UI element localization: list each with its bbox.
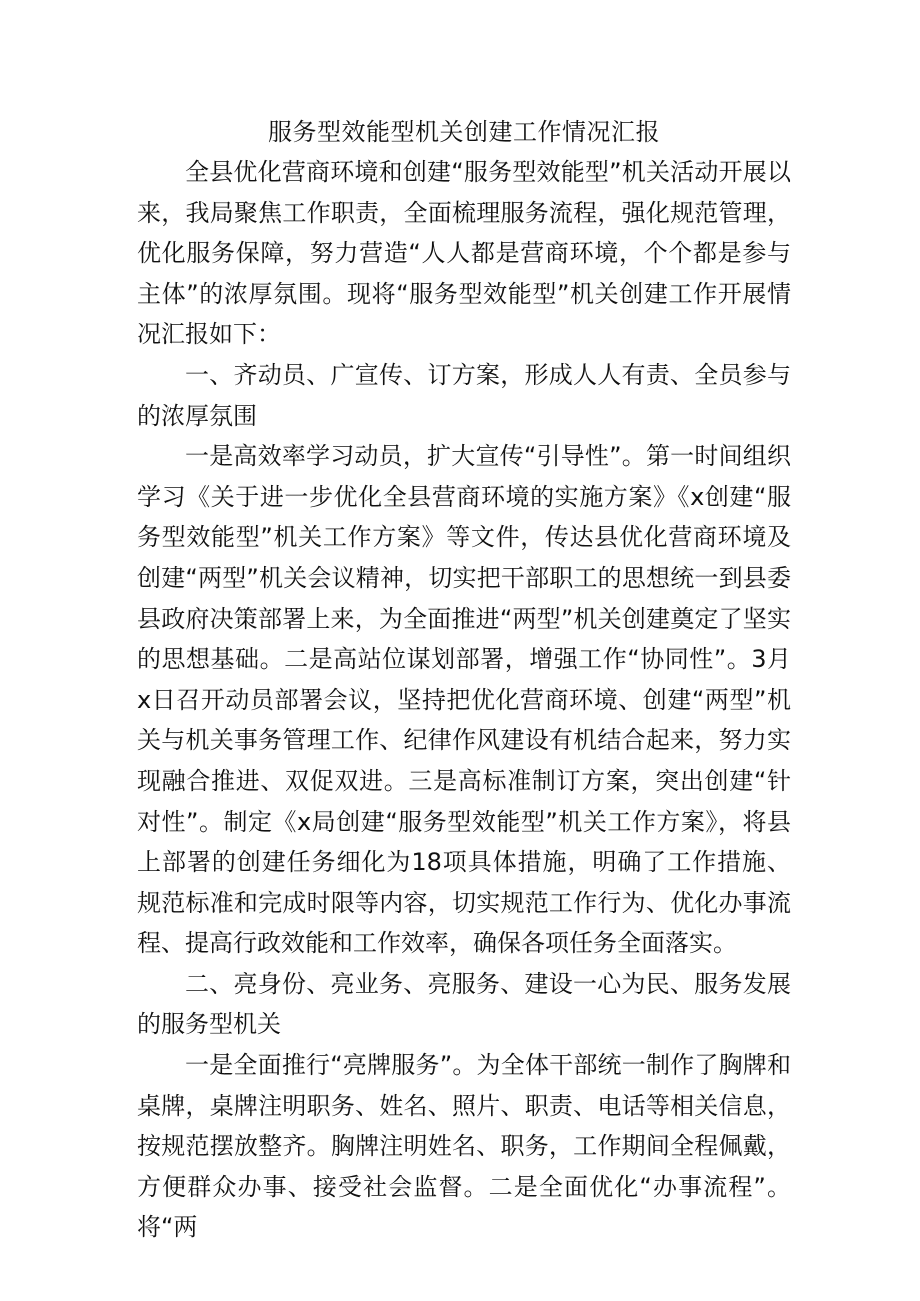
section-2-paragraph: 一是全面推行“亮牌服务”。为全体干部统一制作了胸牌和桌牌，桌牌注明职务、姓名、照片、职责、电话等相关信息，按规范摆放整齐。胸牌注明姓名、职务，工作期间全程佩戴，方便群众办事、接受社会监督。二是全面优化“办事流程”。将“两 — [137, 1051, 791, 1242]
section-heading-2: 二、亮身份、亮业务、亮服务、建设一心为民、服务发展的服务型机关 — [137, 969, 791, 1039]
intro-paragraph: 全县优化营商环境和创建“服务型效能型”机关活动开展以来，我局聚焦工作职责，全面梳理服务流程，强化规范管理，优化服务保障，努力营造“人人都是营商环境，个个都是参与主体”的浓厚氛围。现将“服务型效能型”机关创建工作开展情况汇报如下： — [137, 158, 791, 349]
section-heading-1: 一、齐动员、广宣传、订方案，形成人人有责、全员参与的浓厚氛围 — [137, 360, 791, 430]
document-body — [137, 112, 791, 1248]
section-1-paragraph: 一是高效率学习动员，扩大宣传“引导性”。第一时间组织学习《关于进一步优化全县营商环境的实施方案》《x创建“服务型效能型”机关工作方案》等文件，传达县优化营商环境及创建“两型”机关会议精神，切实把干部职工的思想统一到县委县政府决策部署上来，为全面推进“两型”机关创建奠定了坚实的思想基础。二是高站位谋划部署，增强工作“协同性”。3月x日召开动员部署会议，坚持把优化营商环境、创建“两型”机关与机关事务管理工作、纪律作风建设有机结合起来，努力实现融合推进、双促双进。三是高标准制订方案，突出创建“针对性”。制定《x局创建“服务型效能型”机关工作方案》，将县上部署的创建任务细化为18项具体措施，明确了工作措施、规范标准和完成时限等内容，切实规范工作行为、优化办事流程、提高行政效能和工作效率，确保各项任务全面落实。 — [137, 442, 791, 958]
document-title: 服务型效能型机关创建工作情况汇报 — [268, 118, 660, 146]
